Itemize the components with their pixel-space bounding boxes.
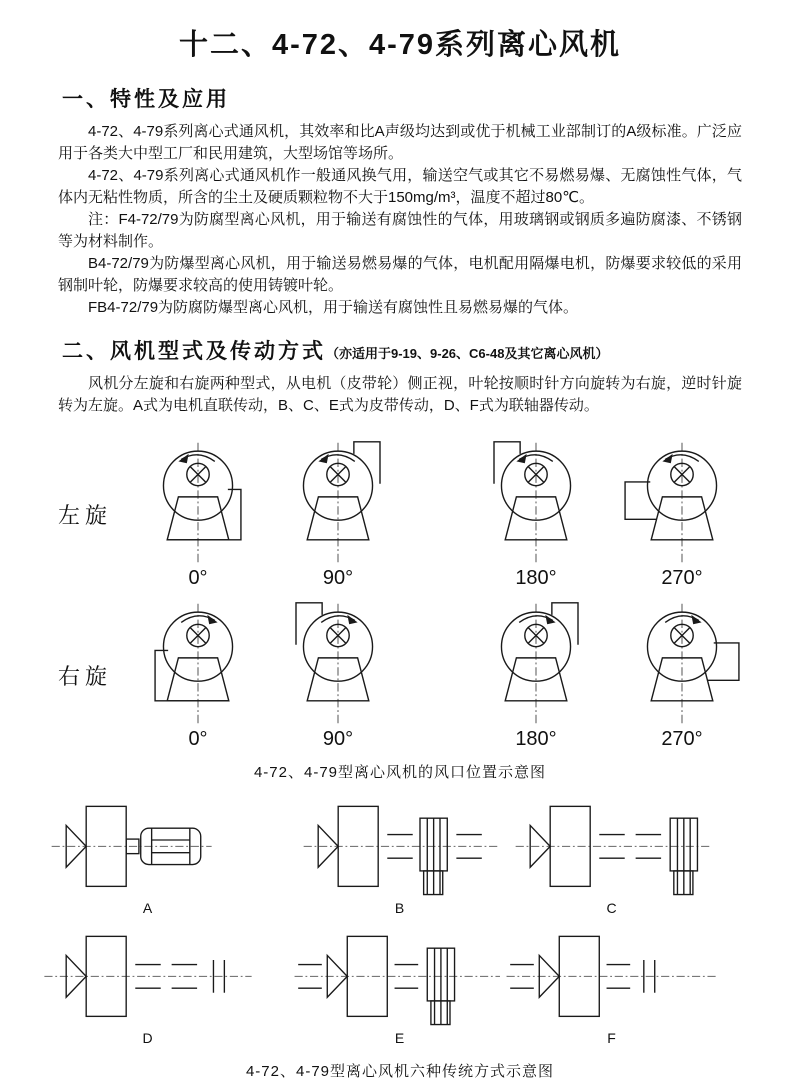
angle-label: 90° [322,728,354,750]
transmission-e [280,930,520,1046]
coupling-drive-diagram-icon [492,930,732,1030]
diagram-label: A [142,900,154,916]
fan-volute-right-180-icon [466,600,606,726]
transmission-row-1 [0,800,800,916]
paragraph: FB4-72/79为防腐防爆型离心风机，用于输送有腐蚀性且易燃易爆的气体。 [88,299,579,316]
diagram-label: C [606,900,618,916]
fan-left-270 [612,439,752,590]
section1-body [58,121,742,319]
fan-right-270 [612,600,752,751]
diagram-label: B [394,900,406,916]
paragraph: 风机分左旋和右旋两种型式，从电机（皮带轮）侧正视，叶轮按顺时针方向旋转为右旋，逆时针旋转为左旋。A式为电机直联传动，B、C、E式为皮带传动，D、F式为联轴器传动。 [58,375,742,414]
section2-heading-note: （亦适用于9-19、9-26、C6-48及其它离心风机） [326,346,609,361]
angle-label: 90° [322,567,354,589]
page-title: 十二、4-72、4-79系列离心风机 [178,29,622,61]
fan-left-0 [128,439,268,590]
belt-drive-diagram-icon [280,930,520,1030]
fan-volute-left-90-icon [268,439,408,565]
fan-left-180 [466,439,606,590]
angle-label: 270° [661,567,703,589]
right-rotation-label: 右旋 [58,664,113,689]
fan-volute-left-270-icon [612,439,752,565]
belt-drive-diagram-icon [492,800,732,900]
angle-label: 270° [661,728,703,750]
fan-right-90 [268,600,408,751]
section2-body [58,373,742,417]
fan-row-left [0,439,800,590]
angle-label: 0° [188,567,208,589]
angle-label: 180° [515,728,557,750]
transmission-caption: 4-72、4-79型离心风机六种传统方式示意图 [245,1063,555,1080]
transmission-d [28,930,268,1046]
angle-label: 180° [515,567,557,589]
fan-volute-left-0-icon [128,439,268,565]
paragraph: 注：F4-72/79为防腐型离心风机，用于输送有腐蚀性的气体，用玻璃钢或钢质多遍防腐漆、不锈钢等为材料制作。 [58,211,742,250]
fan-left-90 [268,439,408,590]
transmission-grid [0,800,800,1081]
fan-volute-right-270-icon [612,600,752,726]
fan-volute-left-180-icon [466,439,606,565]
section2-heading-text: 二、风机型式及传动方式 [62,340,326,363]
angle-label: 0° [188,728,208,750]
transmission-c [492,800,732,916]
left-rotation-label: 左旋 [58,503,113,528]
section1-heading: 一、特性及应用 [62,88,230,111]
direct-drive-diagram-icon [28,800,268,900]
transmission-f [492,930,732,1046]
paragraph: 4-72、4-79系列离心式通风机，其效率和比A声级均达到或优于机械工业部制订的A级标准。广泛应用于各类大中型工厂和民用建筑，大型场馆等场所。 [58,123,742,162]
fan-volute-right-90-icon [268,600,408,726]
coupling-drive-diagram-icon [28,930,268,1030]
fan-volute-right-0-icon [128,600,268,726]
fan-orientation-grid [0,439,800,782]
diagram-label: D [142,1030,154,1046]
diagram-label: F [607,1030,617,1046]
paragraph: 4-72、4-79系列离心式通风机作一般通风换气用，输送空气或其它不易燃易爆、无腐蚀性气体，气体内无粘性物质，所含的尘土及硬质颗粒物不大于150mg/m³，温度不超过80℃。 [58,167,742,206]
diagram-label: E [394,1030,406,1046]
fan-row-right [0,600,800,751]
belt-drive-diagram-icon [280,800,520,900]
section2-heading [62,335,800,365]
transmission-row-2 [0,930,800,1046]
fan-right-180 [466,600,606,751]
fan-right-0 [128,600,268,751]
orientation-caption: 4-72、4-79型离心风机的风口位置示意图 [253,764,547,781]
transmission-a [28,800,268,916]
transmission-b [280,800,520,916]
paragraph: B4-72/79为防爆型离心风机，用于输送易燃易爆的气体，电机配用隔爆电机，防爆要求较低的采用钢制叶轮，防爆要求较高的使用铸镀叶轮。 [58,255,742,294]
